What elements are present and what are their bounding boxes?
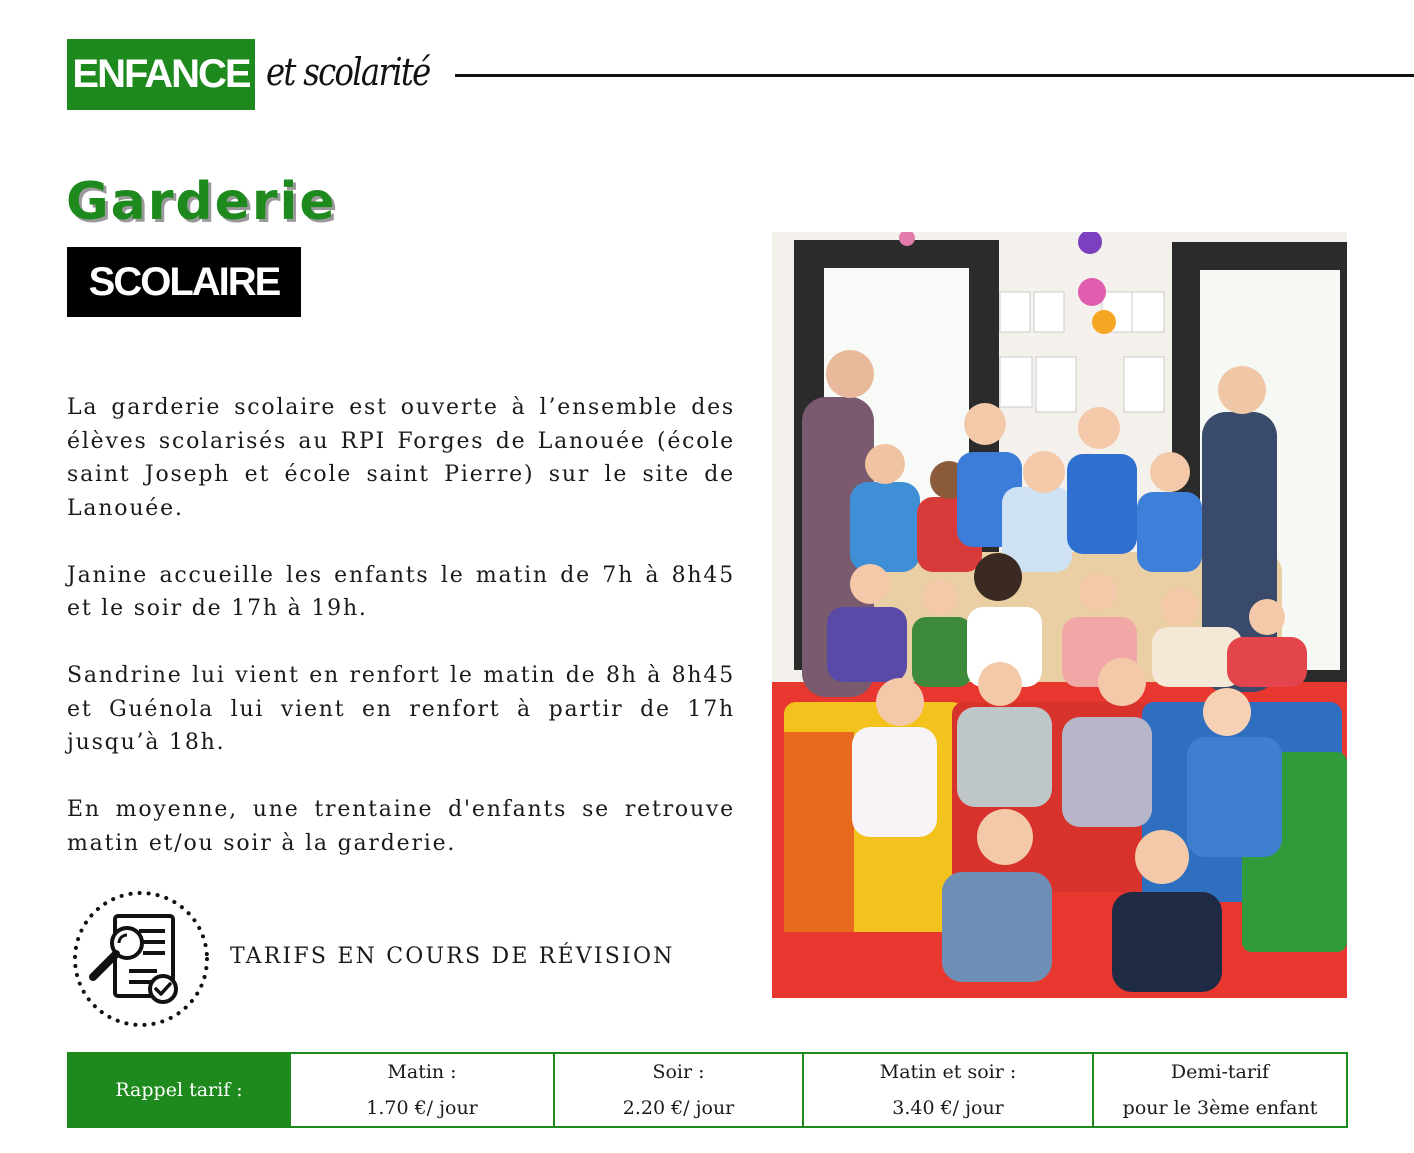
rate-name: Matin :	[387, 1061, 457, 1083]
rate-cell-matin	[290, 1053, 554, 1127]
rate-cell-demi-tarif	[1093, 1053, 1347, 1127]
table-row	[68, 1053, 1347, 1127]
section-subtitle: et scolarité	[266, 50, 430, 94]
rate-price: pour le 3ème enfant	[1122, 1097, 1318, 1119]
rate-price: 1.70 €/ jour	[366, 1097, 478, 1119]
document-search-checkmark-icon	[71, 889, 211, 1029]
header-divider	[455, 74, 1414, 77]
rate-name: Soir :	[652, 1061, 705, 1083]
section-badge: ENFANCE	[67, 39, 255, 110]
rate-name: Matin et soir :	[879, 1061, 1017, 1083]
rate-price: 2.20 €/ jour	[622, 1097, 735, 1119]
rate-cell-soir	[554, 1053, 803, 1127]
rates-table	[67, 1052, 1348, 1128]
tarif-notice: TARIFS EN COURS DE RÉVISION	[230, 944, 675, 969]
page-subtitle-badge: SCOLAIRE	[67, 247, 301, 317]
paragraph-intro: La garderie scolaire est ouverte à l’ensemble des élèves scolarisés au RPI Forges de Lanouée (école saint Joseph et école saint Pierre) sur le site de Lanouée.	[67, 395, 735, 521]
rate-cell-matin-et-soir	[803, 1053, 1093, 1127]
rate-name: Demi-tarif	[1170, 1061, 1270, 1083]
paragraph-moyenne: En moyenne, une trentaine d'enfants se retrouve matin et/ou soir à la garderie.	[67, 797, 735, 856]
group-photo	[772, 232, 1347, 998]
paragraph-janine: Janine accueille les enfants le matin de 7h à 8h45 et le soir de 17h à 19h.	[67, 562, 735, 621]
rate-price: 3.40 €/ jour	[892, 1097, 1004, 1119]
rates-label: Rappel tarif :	[68, 1053, 290, 1127]
page-title: Garderie	[66, 172, 337, 232]
paragraph-renfort: Sandrine lui vient en renfort le matin de 8h à 8h45 et Guénola lui vient en renfort à partir de 17h jusqu’à 18h.	[67, 663, 735, 755]
article-body	[67, 391, 735, 894]
